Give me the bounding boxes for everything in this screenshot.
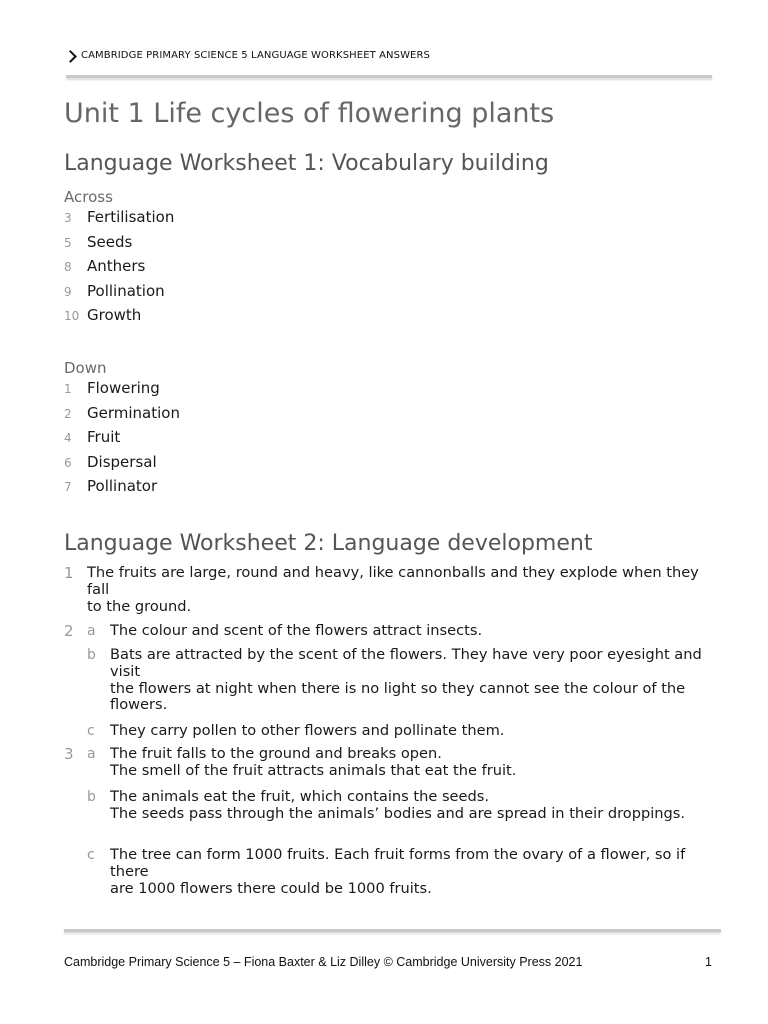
answer-line: to the ground.	[87, 597, 192, 615]
item-word: Seeds	[87, 232, 133, 251]
item-word: Fertilisation	[87, 208, 175, 226]
list-item	[64, 404, 180, 429]
item-word: Fruit	[87, 428, 121, 447]
list-item	[64, 453, 180, 478]
answer-line: The fruit falls to the ground and breaks open.	[110, 745, 442, 762]
item-number: 3	[64, 211, 72, 225]
answer-line: The animals eat the fruit, which contains the seeds.	[110, 788, 490, 805]
question-number: 2	[64, 622, 74, 640]
item-word: Growth	[87, 306, 142, 325]
answer-line: They carry pollen to other flowers and pollinate them.	[110, 722, 505, 739]
answer-line: The tree can form 1000 fruits. Each fruit forms from the ovary of a flower, so if there	[110, 846, 686, 880]
across-list	[64, 208, 174, 331]
question-number: 1	[64, 564, 74, 582]
item-word: Germination	[87, 403, 180, 422]
answer-line: The smell of the fruit attracts animals that eat the fruit.	[110, 761, 517, 779]
list-item	[64, 208, 174, 233]
item-word: Pollination	[87, 281, 165, 300]
item-number: 9	[64, 284, 72, 299]
part-letter: a	[87, 623, 96, 639]
header-text: CAMBRIDGE PRIMARY SCIENCE 5 LANGUAGE WORKSHEET ANSWERS	[81, 50, 430, 61]
answer-line: The colour and scent of the flowers attract insects.	[110, 622, 483, 639]
header-rule	[66, 75, 712, 78]
question-number: 3	[64, 745, 74, 763]
question-3c	[64, 847, 724, 897]
item-number: 5	[64, 235, 72, 250]
worksheet-2-title: Language Worksheet 2: Language development	[64, 531, 593, 556]
footer-rule	[64, 929, 721, 932]
question-3a	[64, 746, 724, 780]
answer-line: the flowers at night when there is no light so they cannot see the colour of the flowers.	[110, 679, 686, 714]
answer-line: are 1000 flowers there could be 1000 fruits.	[110, 879, 432, 897]
item-word: Pollinator	[87, 477, 158, 496]
running-header	[66, 50, 430, 61]
down-list	[64, 379, 180, 502]
question-1	[64, 565, 724, 615]
list-item	[64, 306, 174, 331]
part-letter: b	[87, 789, 96, 805]
across-label: Across	[64, 188, 113, 206]
unit-title: Unit 1 Life cycles of flowering plants	[64, 98, 555, 129]
item-number: 8	[64, 260, 72, 275]
item-number: 4	[64, 431, 72, 446]
list-item	[64, 428, 180, 453]
item-number: 1	[64, 382, 72, 396]
item-number: 6	[64, 455, 72, 470]
footer	[64, 955, 712, 969]
list-item	[64, 379, 180, 404]
item-number: 2	[64, 406, 72, 421]
list-item	[64, 477, 180, 502]
part-letter: b	[87, 647, 96, 663]
question-3b	[64, 789, 724, 823]
list-item	[64, 233, 174, 258]
item-number: 10	[64, 309, 80, 324]
item-word: Flowering	[87, 379, 160, 397]
list-item	[64, 257, 174, 282]
answer-line: Bats are attracted by the scent of the flowers. They have very poor eyesight and visit	[110, 646, 702, 680]
part-letter: a	[87, 746, 96, 762]
worksheet-1-title: Language Worksheet 1: Vocabulary building	[64, 151, 549, 176]
answer-line: The seeds pass through the animals’ bodies and are spread in their droppings.	[110, 804, 686, 822]
page-number: 1	[705, 955, 712, 969]
list-item	[64, 282, 174, 307]
item-number: 7	[64, 480, 72, 495]
question-2b	[64, 647, 724, 714]
part-letter: c	[87, 847, 95, 863]
question-2c	[64, 723, 724, 740]
question-2a	[64, 623, 724, 640]
footer-text: Cambridge Primary Science 5 – Fiona Baxter & Liz Dilley © Cambridge University Press 2021	[64, 955, 583, 969]
item-word: Anthers	[87, 257, 146, 276]
chevron-right-icon	[64, 50, 77, 63]
part-letter: c	[87, 723, 95, 739]
down-label: Down	[64, 359, 107, 377]
answer-line: The fruits are large, round and heavy, like cannonballs and they explode when they fall	[87, 564, 699, 598]
item-word: Dispersal	[87, 452, 157, 471]
